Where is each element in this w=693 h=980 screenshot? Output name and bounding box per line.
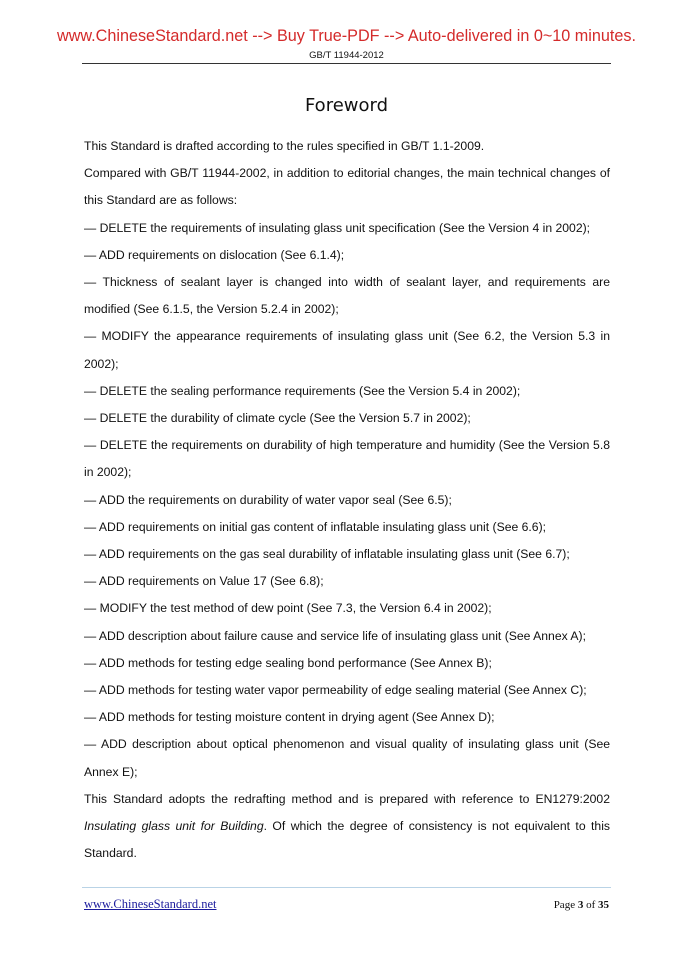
document-body bbox=[84, 133, 610, 867]
paragraph: — ADD the requirements on durability of water vapor seal (See 6.5); bbox=[84, 492, 452, 507]
current-page: 3 bbox=[577, 899, 584, 911]
paragraph: Compared with GB/T 11944-2002, in addition to editorial changes, the main technical changes of this Standard are as follows: bbox=[84, 166, 610, 208]
header-divider bbox=[82, 63, 611, 64]
footer-divider bbox=[82, 887, 611, 888]
footer-website-link[interactable]: www.ChineseStandard.net bbox=[84, 897, 217, 911]
paragraph: — DELETE the requirements on durability of high temperature and humidity (See the Version 5.8 in 2002); bbox=[84, 438, 610, 480]
total-pages: 35 bbox=[598, 899, 609, 911]
paragraph: — DELETE the durability of climate cycle (See the Version 5.7 in 2002); bbox=[84, 411, 471, 426]
paragraph: — ADD requirements on Value 17 (See 6.8); bbox=[84, 574, 324, 589]
reference-text-end: . Of which the degree of consistency is not equivalent to this Standard. bbox=[84, 819, 610, 861]
paragraph: — MODIFY the test method of dew point (See 7.3, the Version 6.4 in 2002); bbox=[84, 601, 492, 616]
paragraph: — ADD requirements on the gas seal durability of inflatable insulating glass unit (See 6.7); bbox=[84, 547, 570, 562]
paragraph: — ADD methods for testing water vapor permeability of edge sealing material (See Annex C); bbox=[84, 683, 587, 698]
paragraph: — DELETE the sealing performance requirements (See the Version 5.4 in 2002); bbox=[84, 383, 521, 398]
document-number: GB/T 11944-2012 bbox=[309, 50, 384, 61]
paragraph: — ADD methods for testing edge sealing bond performance (See Annex B); bbox=[84, 655, 492, 670]
paragraph: — MODIFY the appearance requirements of insulating glass unit (See 6.2, the Version 5.3 in 2002); bbox=[84, 329, 610, 371]
paragraph: This Standard is drafted according to the rules specified in GB/T 1.1-2009. bbox=[84, 139, 485, 153]
paragraph: — Thickness of sealant layer is changed into width of sealant layer, and requirements are modified (See 6.1.5, the Version 5.2.4 in 2002); bbox=[84, 275, 610, 317]
page-number bbox=[554, 899, 609, 911]
paragraph: — DELETE the requirements of insulating glass unit specification (See the Version 4 in 2002); bbox=[84, 220, 591, 235]
paragraph-list bbox=[84, 133, 610, 786]
page-of: of bbox=[583, 899, 598, 911]
reference-text: This Standard adopts the redrafting method and is prepared with reference to EN1279:2002 bbox=[84, 791, 610, 806]
promo-banner-link[interactable]: www.ChineseStandard.net --> Buy True-PDF --> Auto-delivered in 0~10 minutes. bbox=[57, 27, 636, 45]
paragraph: — ADD requirements on dislocation (See 6.1.4); bbox=[84, 247, 345, 262]
reference-title: Insulating glass unit for Building bbox=[84, 819, 264, 834]
page-label: Page bbox=[553, 899, 578, 911]
page-title: Foreword bbox=[304, 95, 389, 116]
paragraph: — ADD methods for testing moisture content in drying agent (See Annex D); bbox=[84, 710, 495, 725]
paragraph: — ADD description about failure cause and service life of insulating glass unit (See Annex A); bbox=[84, 628, 586, 643]
paragraph-reference bbox=[84, 786, 610, 868]
paragraph: — ADD requirements on initial gas content of inflatable insulating glass unit (See 6.6); bbox=[84, 519, 547, 534]
paragraph: — ADD description about optical phenomenon and visual quality of insulating glass unit (See Annex E); bbox=[84, 737, 610, 779]
